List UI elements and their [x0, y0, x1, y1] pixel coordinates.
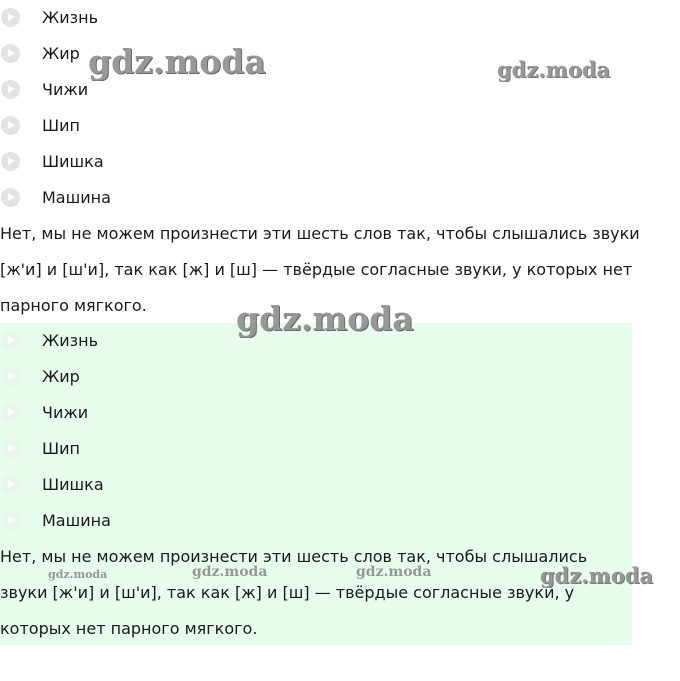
list-item	[0, 180, 111, 216]
answer-paragraph: Нет, мы не можем произнести эти шесть слов так, чтобы слышались звуки [ж'и] и [ш'и], так как [ж] и [ш] — твёрдые согласные звуки, у которых нет парного мягкого.	[0, 547, 588, 638]
list-item-text: Шип	[42, 439, 80, 458]
list-item-text: Машина	[42, 511, 111, 530]
watermark: gdz.moda	[236, 299, 414, 338]
play-circle-icon	[1, 403, 20, 422]
play-circle-icon	[1, 116, 20, 135]
list-item-text: Шишка	[42, 152, 104, 171]
play-circle-icon	[1, 331, 20, 350]
list-item	[0, 467, 111, 503]
play-circle-icon	[1, 188, 20, 207]
watermark: gdz.moda	[88, 42, 266, 81]
list-item-text: Шишка	[42, 475, 104, 494]
list-item	[0, 431, 111, 467]
list-item	[0, 323, 111, 359]
list-item	[0, 503, 111, 539]
list-item	[0, 359, 111, 395]
list-item-text: Жизнь	[42, 331, 99, 350]
list-item	[0, 108, 111, 144]
list-item-text: Жизнь	[42, 8, 99, 27]
watermark: gdz.moda	[497, 57, 611, 82]
answer-paragraph: Нет, мы не можем произнести эти шесть слов так, чтобы слышались звуки [ж'и] и [ш'и], так как [ж] и [ш] — твёрдые согласные звуки, у которых нет парного мягкого.	[0, 224, 640, 315]
list-item-text: Чижи	[42, 80, 89, 99]
list-item-text: Жир	[42, 367, 80, 386]
list-item	[0, 395, 111, 431]
play-circle-icon	[1, 44, 20, 63]
play-circle-icon	[1, 152, 20, 171]
word-list	[0, 323, 111, 539]
word-list	[0, 0, 111, 216]
watermark: gdz.moda	[356, 564, 432, 580]
watermark: gdz.moda	[540, 563, 654, 588]
play-circle-icon	[1, 80, 20, 99]
list-item	[0, 144, 111, 180]
list-item-text: Чижи	[42, 403, 89, 422]
watermark: gdz.moda	[48, 568, 108, 581]
list-item-text: Машина	[42, 188, 111, 207]
play-circle-icon	[1, 439, 20, 458]
play-circle-icon	[1, 8, 20, 27]
play-circle-icon	[1, 475, 20, 494]
list-item-text: Шип	[42, 116, 80, 135]
play-circle-icon	[1, 367, 20, 386]
list-item	[0, 0, 111, 36]
watermark: gdz.moda	[192, 564, 268, 580]
list-item-text: Жир	[42, 44, 80, 63]
play-circle-icon	[1, 511, 20, 530]
